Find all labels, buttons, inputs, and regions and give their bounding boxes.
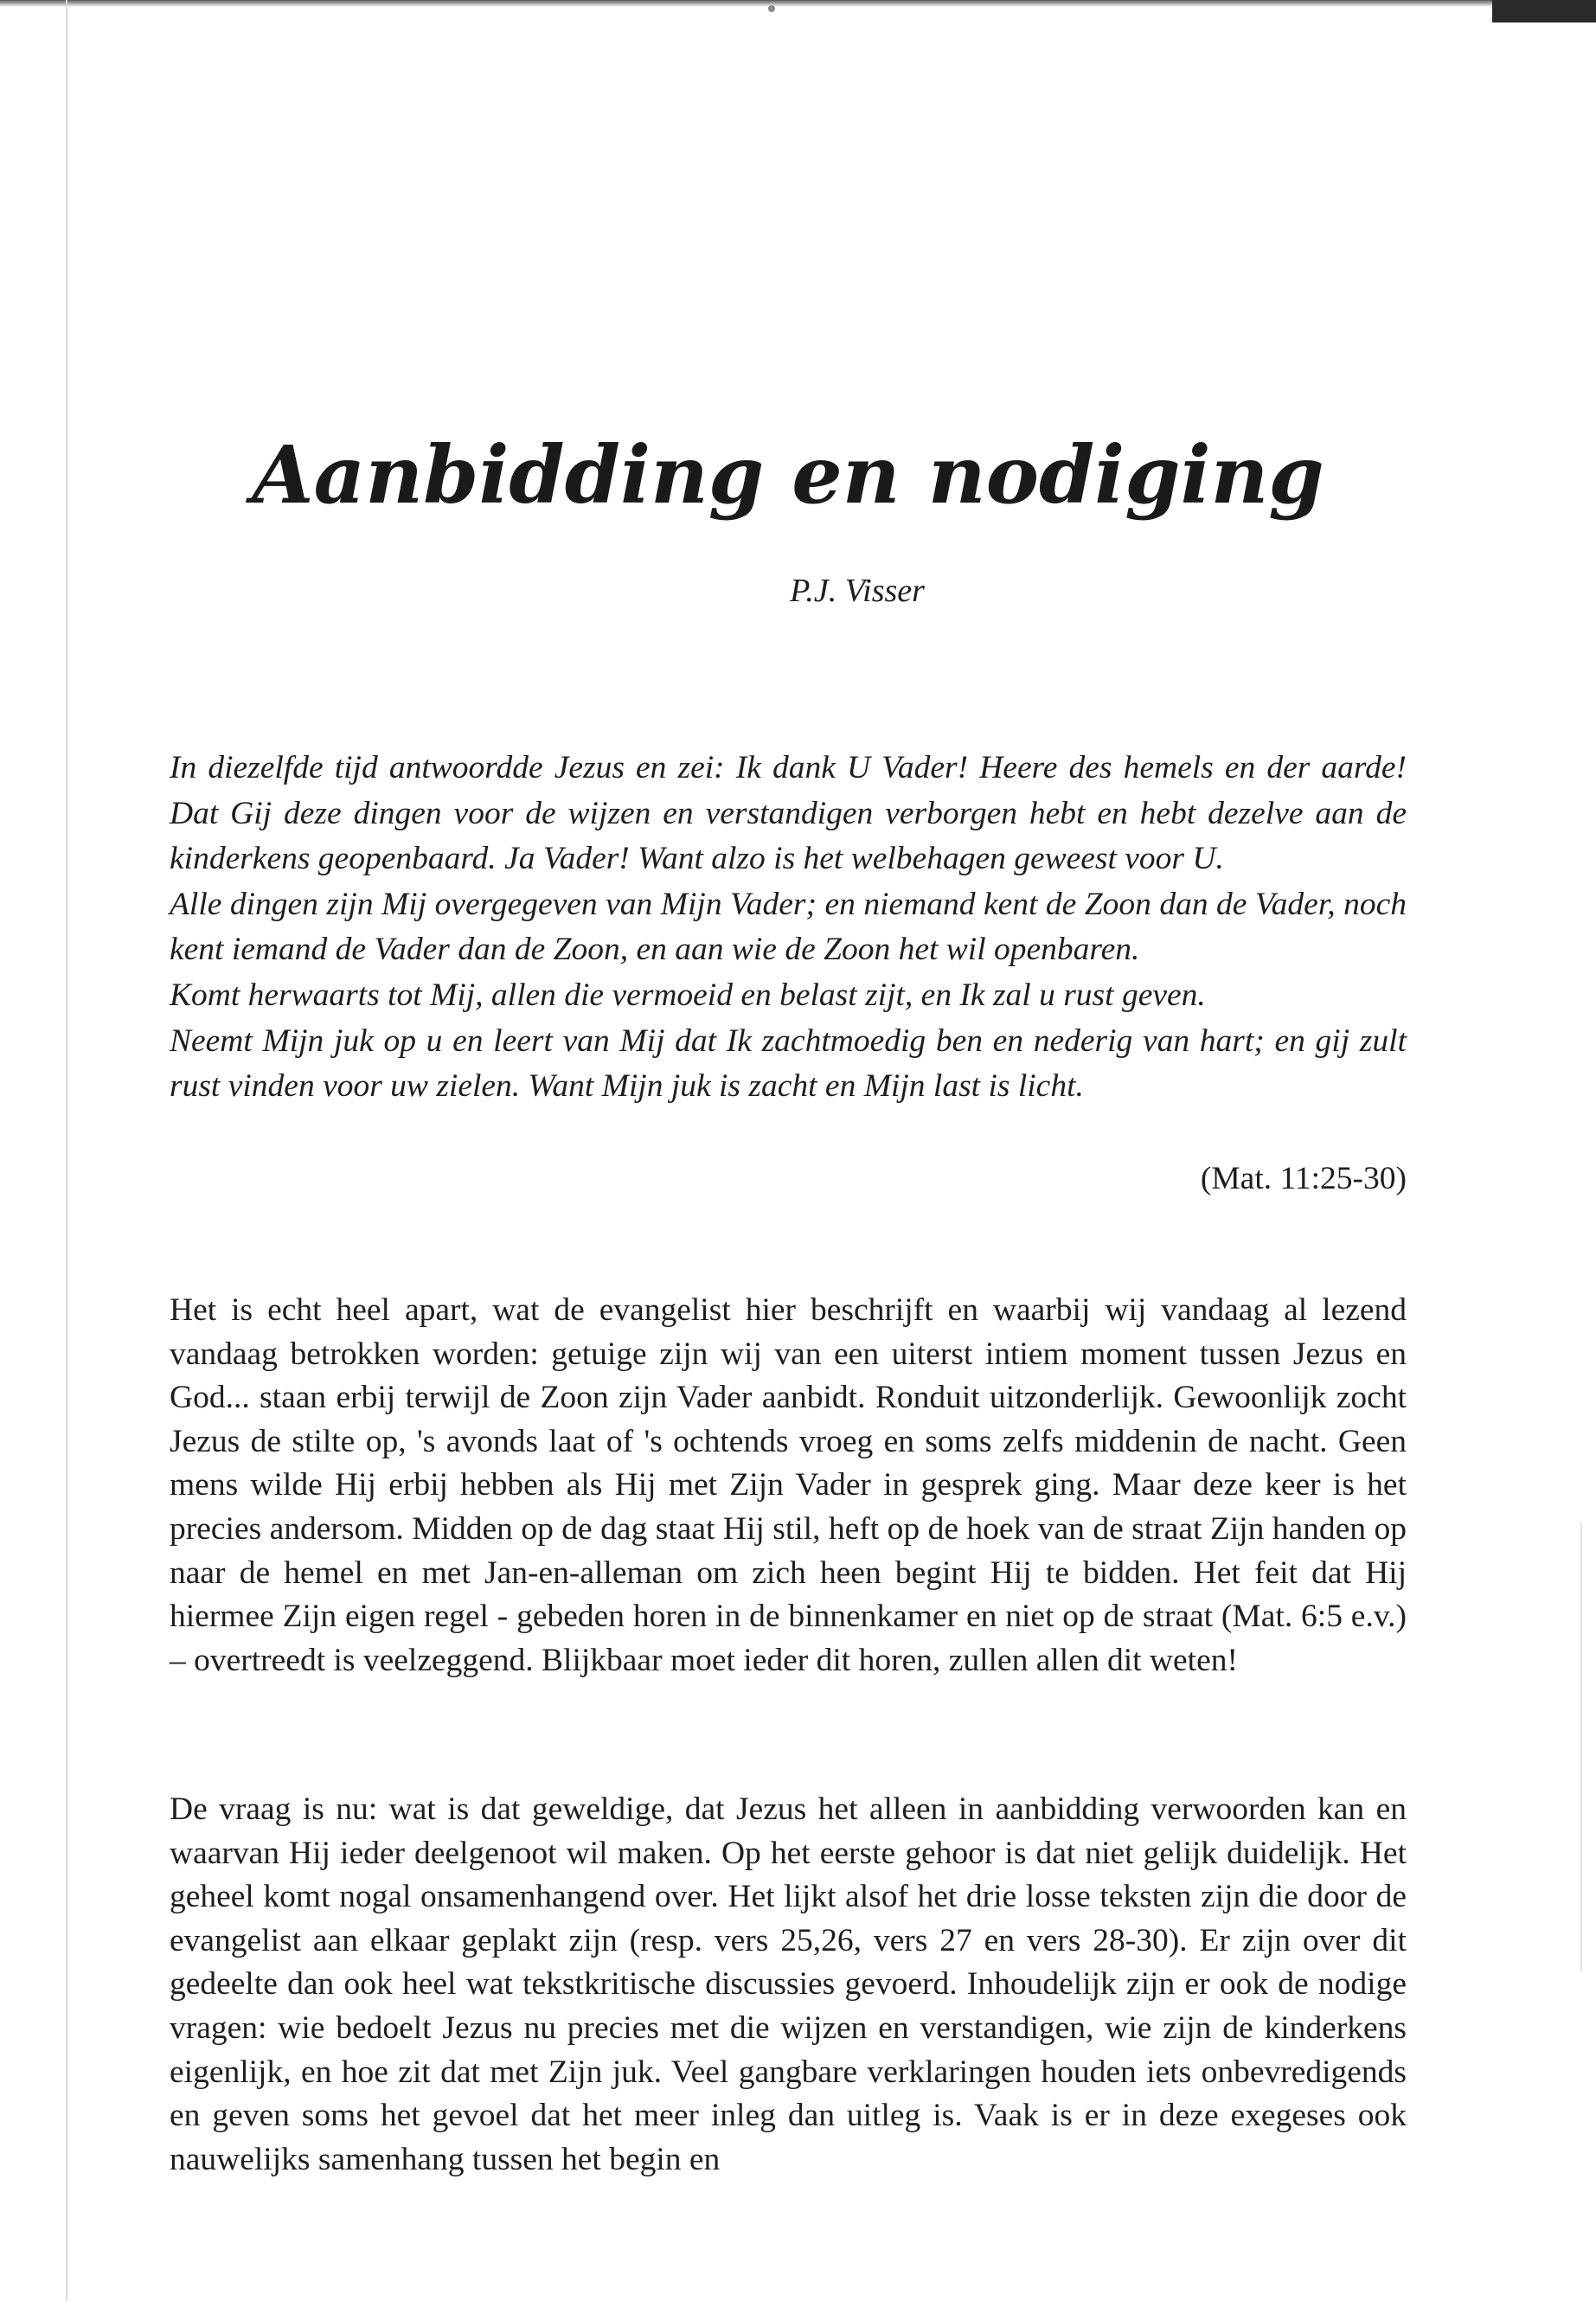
scan-corner-mark bbox=[1492, 0, 1596, 22]
scan-edge-left bbox=[66, 0, 67, 2301]
article-title: Aanbidding en nodiging bbox=[252, 427, 1324, 522]
body-paragraph: De vraag is nu: wat is dat geweldige, dat Jezus het alleen in aanbidding verwoorden kan en waarvan Hij ieder deelgenoot wil maken. Op het eerste gehoor is dat niet gelijk duidelijk. Het geheel komt nogal onsamenhangend over. Het lijkt alsof het drie losse teksten zijn die door de evangelist aan elkaar geplakt zijn (resp. vers 25,26, vers 27 en vers 28-30). Er zijn over dit gedeelte dan ook heel wat tekstkritische discussies gevoerd. Inhoudelijk zijn er ook de nodige vragen: wie bedoelt Jezus nu precies met die wijzen en verstandigen, wie zijn de kinderkens eigenlijk, en hoe zit dat met Zijn juk. Veel gangbare verklaringen houden iets onbevredigends en geven soms het gevoel dat het meer inleg dan uitleg is. Vaak is er in deze exegeses ook nauwelijks samenhang tussen het begin en bbox=[170, 1791, 1407, 2177]
scripture-quote bbox=[170, 746, 1407, 1110]
article-author: P.J. Visser bbox=[790, 573, 925, 609]
scripture-verse: Komt herwaarts tot Mij, allen die vermoeid en belast zijt, en Ik zal u rust geven. bbox=[170, 977, 1206, 1013]
scripture-reference: (Mat. 11:25-30) bbox=[1200, 1161, 1407, 1196]
scan-edge-right bbox=[1580, 1522, 1582, 1972]
scripture-verse: Neemt Mijn juk op u en leert van Mij dat Ik zachtmoedig ben en nederig van hart; en gij zult rust vinden voor uw zielen. Want Mijn juk is zacht en Mijn last is licht. bbox=[170, 1022, 1407, 1105]
body-paragraph: Het is echt heel apart, wat de evangelist hier beschrijft en waarbij wij vandaag al lezend vandaag betrokken worden: getuige zijn wij van een uiterst intiem moment tussen Jezus en God... staan erbij terwijl de Zoon zijn Vader aanbidt. Ronduit uitzonderlijk. Gewoonlijk zocht Jezus de stilte op, 's avonds laat of 's ochtends vroeg en soms zelfs middenin de nacht. Geen mens wilde Hij erbij hebben als Hij met Zijn Vader in gesprek ging. Maar deze keer is het precies andersom. Midden op de dag staat Hij stil, heft op de hoek van de straat Zijn handen op naar de hemel en met Jan-en-alleman om zich heen begint Hij te bidden. Het feit dat Hij hiermee Zijn eigen regel - gebeden horen in de binnenkamer en niet op de straat (Mat. 6:5 e.v.) – overtreedt is veelzeggend. Blijkbaar moet ieder dit horen, zullen allen dit weten! bbox=[170, 1292, 1407, 1678]
scripture-verse: Alle dingen zijn Mij overgegeven van Mijn Vader; en niemand kent de Zoon dan de Vader, noch kent iemand de Vader dan de Zoon, en aan wie de Zoon het wil openbaren. bbox=[170, 886, 1407, 968]
scripture-verse: In diezelfde tijd antwoordde Jezus en zei: Ik dank U Vader! Heere des hemels en der aarde! Dat Gij deze dingen voor de wijzen en verstandigen verborgen hebt en hebt dezelve aan de kinderkens geopenbaard. Ja Vader! Want alzo is het welbehagen geweest voor U. bbox=[170, 750, 1407, 877]
document-page bbox=[170, 0, 1407, 2301]
